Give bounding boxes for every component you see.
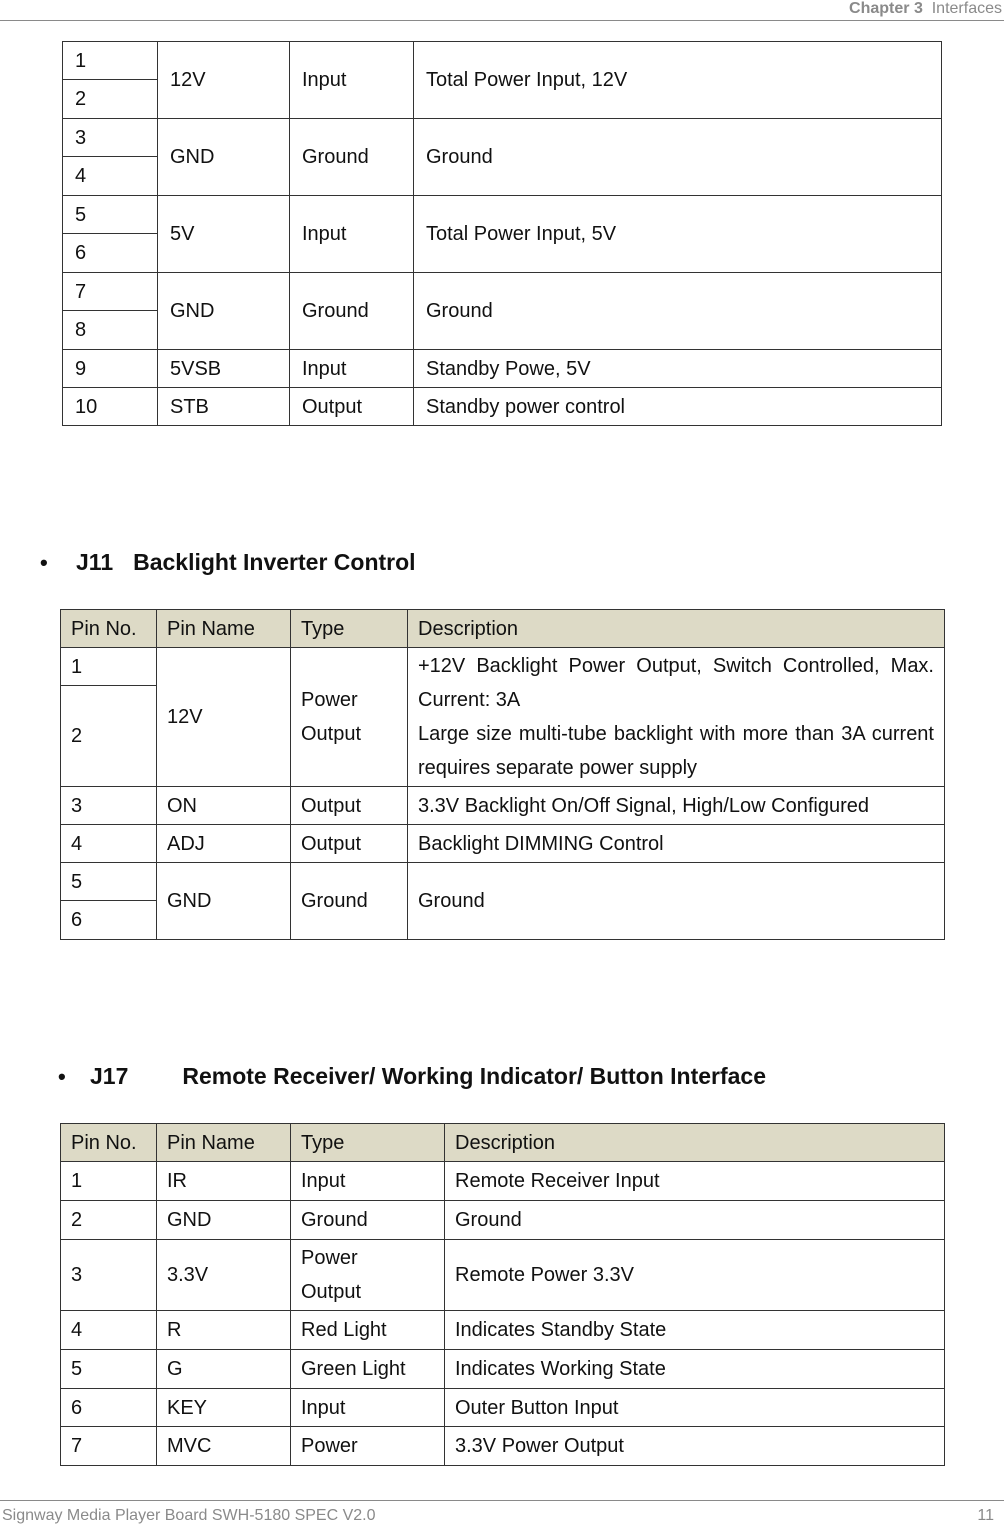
- table-row: [63, 196, 942, 234]
- footer-document-title: Signway Media Player Board SWH-5180 SPEC V2.0: [2, 1507, 376, 1524]
- table-row: [61, 787, 945, 825]
- j17-heading: [58, 1063, 766, 1090]
- type-line: Output: [301, 723, 362, 745]
- type-cell: Output: [291, 787, 408, 825]
- description-line: +12V Backlight Power Output, Switch Controlled, Max. Current: 3A: [418, 655, 934, 711]
- pin-cell: 2: [61, 686, 157, 787]
- j11-title: Backlight Inverter Control: [133, 549, 416, 575]
- description-cell: Ground: [414, 119, 942, 196]
- pin-name-cell: 12V: [157, 648, 291, 787]
- description-cell: Standby Powe, 5V: [414, 350, 942, 388]
- pin-name-cell: GND: [158, 119, 290, 196]
- type-line: Output: [301, 1281, 362, 1303]
- type-cell: Ground: [291, 863, 408, 940]
- type-cell: Ground: [290, 119, 414, 196]
- pin-cell: 1: [61, 648, 157, 686]
- pin-name-cell: GND: [157, 863, 291, 940]
- table-row: [63, 42, 942, 80]
- type-line: Power: [301, 1247, 358, 1269]
- pin-cell: 6: [61, 901, 157, 940]
- type-cell: [291, 1240, 445, 1311]
- table-row: [61, 1427, 945, 1466]
- type-line: Power: [301, 689, 358, 711]
- table-row: [61, 863, 945, 901]
- table-row: [61, 1311, 945, 1350]
- pin-name-cell: ADJ: [157, 825, 291, 863]
- table-row: [61, 825, 945, 863]
- table-row: [61, 1350, 945, 1389]
- bullet-icon: •: [40, 549, 48, 575]
- header-pin-name: Pin Name: [157, 610, 291, 648]
- table-row: [61, 1162, 945, 1201]
- description-cell: Indicates Standby State: [445, 1311, 945, 1350]
- pin-name-cell: GND: [158, 273, 290, 350]
- pin-name-cell: STB: [158, 388, 290, 426]
- pin-name-cell: IR: [157, 1162, 291, 1201]
- pin-cell: 6: [61, 1389, 157, 1427]
- type-cell: Red Light: [291, 1311, 445, 1350]
- header-pin-no: Pin No.: [61, 610, 157, 648]
- pin-cell: 10: [63, 388, 158, 426]
- type-cell: Output: [290, 388, 414, 426]
- j11-table: [60, 609, 945, 940]
- j17-title: Remote Receiver/ Working Indicator/ Button Interface: [182, 1063, 767, 1089]
- pin-cell: 5: [61, 863, 157, 901]
- description-cell: 3.3V Power Output: [445, 1427, 945, 1466]
- pin-name-cell: G: [157, 1350, 291, 1389]
- type-cell: Input: [291, 1389, 445, 1427]
- pin-cell: 2: [63, 80, 158, 119]
- description-cell: Backlight DIMMING Control: [408, 825, 945, 863]
- pin-cell: 5: [61, 1350, 157, 1389]
- j17-id: J17: [90, 1063, 129, 1089]
- description-cell: Standby power control: [414, 388, 942, 426]
- pin-name-cell: GND: [157, 1201, 291, 1240]
- pin-cell: 4: [61, 825, 157, 863]
- pin-cell: 1: [63, 42, 158, 80]
- type-cell: Input: [290, 42, 414, 119]
- description-cell: [408, 648, 945, 787]
- pin-name-cell: MVC: [157, 1427, 291, 1466]
- pin-cell: 4: [63, 157, 158, 196]
- pin-name-cell: 12V: [158, 42, 290, 119]
- page-number: 11: [977, 1507, 994, 1524]
- footer-divider: [0, 1500, 1004, 1501]
- description-cell: Total Power Input, 5V: [414, 196, 942, 273]
- table-row: [61, 648, 945, 686]
- type-cell: Input: [290, 196, 414, 273]
- j11-heading: [40, 549, 416, 576]
- description-cell: 3.3V Backlight On/Off Signal, High/Low Configured: [408, 787, 945, 825]
- pin-cell: 9: [63, 350, 158, 388]
- header-description: Description: [445, 1124, 945, 1162]
- description-cell: Outer Button Input: [445, 1389, 945, 1427]
- header-type: Type: [291, 1124, 445, 1162]
- pin-cell: 1: [61, 1162, 157, 1201]
- bullet-icon: •: [58, 1063, 66, 1089]
- description-cell: Remote Power 3.3V: [445, 1240, 945, 1311]
- header-divider: [0, 20, 1004, 21]
- pin-name-cell: R: [157, 1311, 291, 1350]
- type-cell: Output: [291, 825, 408, 863]
- table-row: [63, 388, 942, 426]
- description-cell: Ground: [408, 863, 945, 940]
- page-header: [849, 0, 1002, 18]
- table-header-row: [61, 1124, 945, 1162]
- header-pin-name: Pin Name: [157, 1124, 291, 1162]
- chapter-label: Chapter 3: [849, 0, 923, 17]
- type-cell: Ground: [291, 1201, 445, 1240]
- header-type: Type: [291, 610, 408, 648]
- section-label: Interfaces: [931, 0, 1002, 17]
- pin-name-cell: ON: [157, 787, 291, 825]
- pin-cell: 5: [63, 196, 158, 234]
- table-row: [63, 119, 942, 157]
- power-pin-table: [62, 41, 942, 426]
- type-cell: Input: [290, 350, 414, 388]
- description-cell: Total Power Input, 12V: [414, 42, 942, 119]
- pin-cell: 7: [63, 273, 158, 311]
- pin-cell: 3: [61, 1240, 157, 1311]
- description-line: Large size multi-tube backlight with more than 3A current requires separate power supply: [418, 723, 934, 779]
- header-pin-no: Pin No.: [61, 1124, 157, 1162]
- pin-cell: 4: [61, 1311, 157, 1350]
- table-row: [63, 350, 942, 388]
- table-header-row: [61, 610, 945, 648]
- type-cell: Input: [291, 1162, 445, 1201]
- pin-name-cell: 5VSB: [158, 350, 290, 388]
- description-cell: Indicates Working State: [445, 1350, 945, 1389]
- pin-name-cell: 5V: [158, 196, 290, 273]
- header-description: Description: [408, 610, 945, 648]
- table-row: [61, 1389, 945, 1427]
- description-cell: Ground: [414, 273, 942, 350]
- pin-cell: 3: [63, 119, 158, 157]
- type-cell: [291, 648, 408, 787]
- j17-table: [60, 1123, 945, 1466]
- pin-cell: 8: [63, 311, 158, 350]
- table-row: [63, 273, 942, 311]
- type-cell: Green Light: [291, 1350, 445, 1389]
- j11-id: J11: [76, 549, 114, 575]
- table-row: [61, 1201, 945, 1240]
- type-cell: Ground: [290, 273, 414, 350]
- pin-name-cell: 3.3V: [157, 1240, 291, 1311]
- pin-cell: 7: [61, 1427, 157, 1466]
- description-cell: Remote Receiver Input: [445, 1162, 945, 1201]
- table-row: [61, 1240, 945, 1311]
- pin-cell: 3: [61, 787, 157, 825]
- pin-name-cell: KEY: [157, 1389, 291, 1427]
- pin-cell: 2: [61, 1201, 157, 1240]
- type-cell: Power: [291, 1427, 445, 1466]
- pin-cell: 6: [63, 234, 158, 273]
- description-cell: Ground: [445, 1201, 945, 1240]
